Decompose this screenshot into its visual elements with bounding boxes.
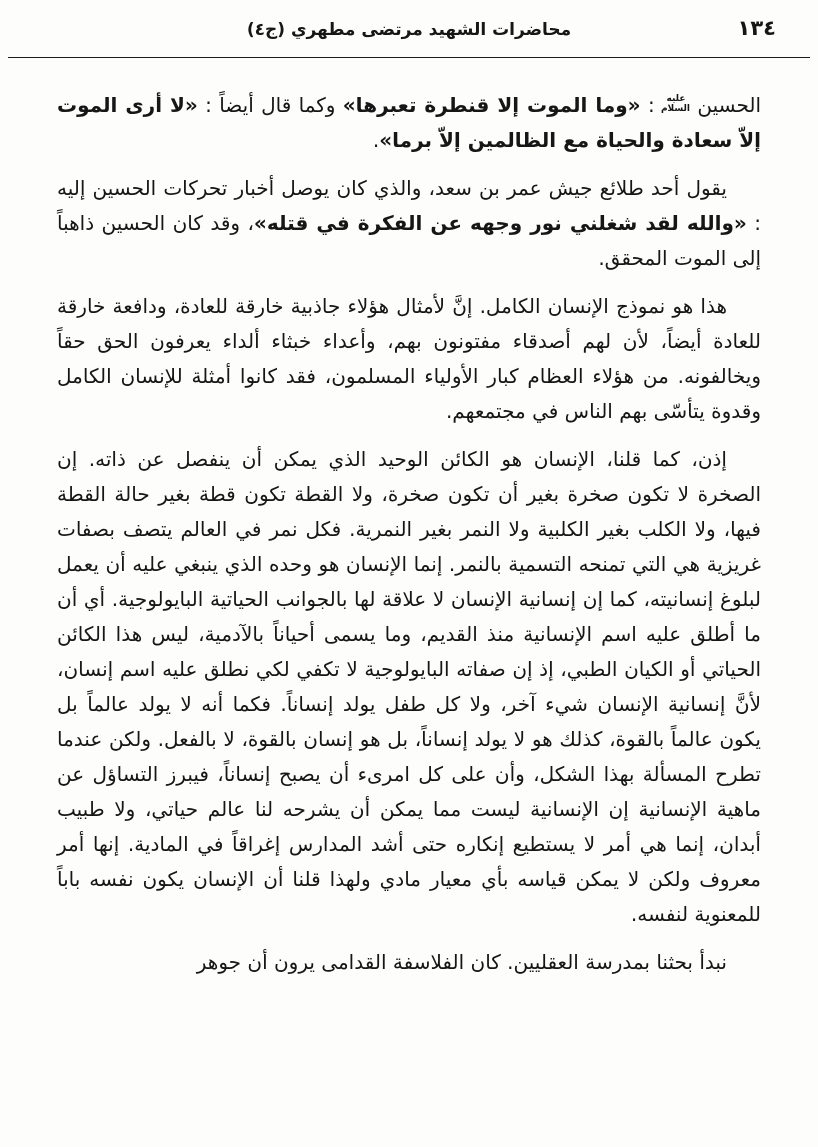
text-run: . [372,128,380,152]
text-run: إذن، كما قلنا، الإنسان هو الكائن الوحيد الذي يمكن أن ينفصل عن ذاته. إن الصخرة لا تكون صخرة بغير أن تكون صخرة، ولا القطة تكون قطة بغير حالة القطة فيها، ولا الكلب بغير الكلبية ولا النمر بغير النمرية. فكل نمر في العالم يتصف بصفات غريزية هي التي تمنحه التسمية بالنمر. إنما الإنسان هو وحده الذي ينبغي عليه أن يعمل لبلوغ إنسانيته، كما إن إنسانية الإنسان لا علاقة لها بالجوانب الحياتية البايولوجية. أي أن ما أطلق عليه اسم الإنسانية منذ القديم، وما يسمى أحياناً بالآدمية، ليس هذا الكائن الحياتي أو الكيان الطبي، إذ إن صفاته البايولوجية لا تكفي لكي نطلق عليه اسم إنسان، لأنَّ إنسانية الإنسان شيء آخر، ولا كل طفل يولد إنساناً. فكما أنه لا يولد عالماً بل يكون عالماً بالقوة، كذلك هو لا يولد إنساناً، بل هو إنسان بالقوة، لا بالفعل. ولكن عندما تطرح المسألة بهذا الشكل، وأن على كل امرىء أن يصبح إنساناً، فيبرز التساؤل عن ماهية الإنسانية إن الإنسانية ليست مما يمكن أن يشرحه لنا عالم حياتي، ولا طبيب أبدان، إنما هي أمر لا يستطيع إنكاره حتى أشد المدارس إغراقاً في المادية. إنها أمر معروف ولكن لا يمكن قياسه بأي معيار مادي ولهذا قلنا أن الإنسان يكون نفسه باباً للمعنوية لنفسه. [57,447,761,926]
text-run: وكما قال أيضاً : [197,93,343,117]
text-run: : [640,93,663,117]
text-run: الحسين [690,93,762,117]
quoted-bold-text: «وما الموت إلا قنطرة تعبرها» [342,93,641,117]
page-number: ١٣٤ [737,16,776,40]
paragraph [57,945,761,980]
quoted-bold-text: «والله لقد شغلني نور وجهه عن الفكرة في قتله» [253,211,747,235]
text-run: يقول أحد طلائع جيش عمر بن سعد، والذي كان يوصل أخبار تحركات الحسين إليه : [57,176,761,235]
paragraph [57,442,761,932]
paragraph [57,171,761,276]
honorific-symbol: عليه السلام [660,94,691,114]
page-header [0,16,818,50]
book-title: محاضرات الشهيد مرتضى مطهري (ج٤) [246,20,572,40]
paragraph [57,289,761,429]
quoted-bold-text: «لا أرى الموت إلاّ سعادة والحياة مع الظالمين إلاّ برما» [57,93,761,152]
text-run: هذا هو نموذج الإنسان الكامل. إنَّ لأمثال هؤلاء جاذبية خارقة للعادة، ودافعة خارقة للعادة أيضاً، لأن لهم أصدقاء مفتونون بهم، وأعداء خبثاء ألداء يعرفون الحق حقاً ويخالفونه. من هؤلاء العظام كبار الأولياء المسلمون، فقد كانوا أمثلة للإنسان الكامل وقدوة يتأسّى بهم الناس في مجتمعهم. [57,294,761,423]
paragraph [57,88,761,158]
text-run: ، وقد كان الحسين ذاهباً إلى الموت المحقق. [57,211,761,270]
page-body [0,58,818,980]
text-run: نبدأ بحثنا بمدرسة العقليين. كان الفلاسفة القدامى يرون أن جوهر [196,950,727,974]
